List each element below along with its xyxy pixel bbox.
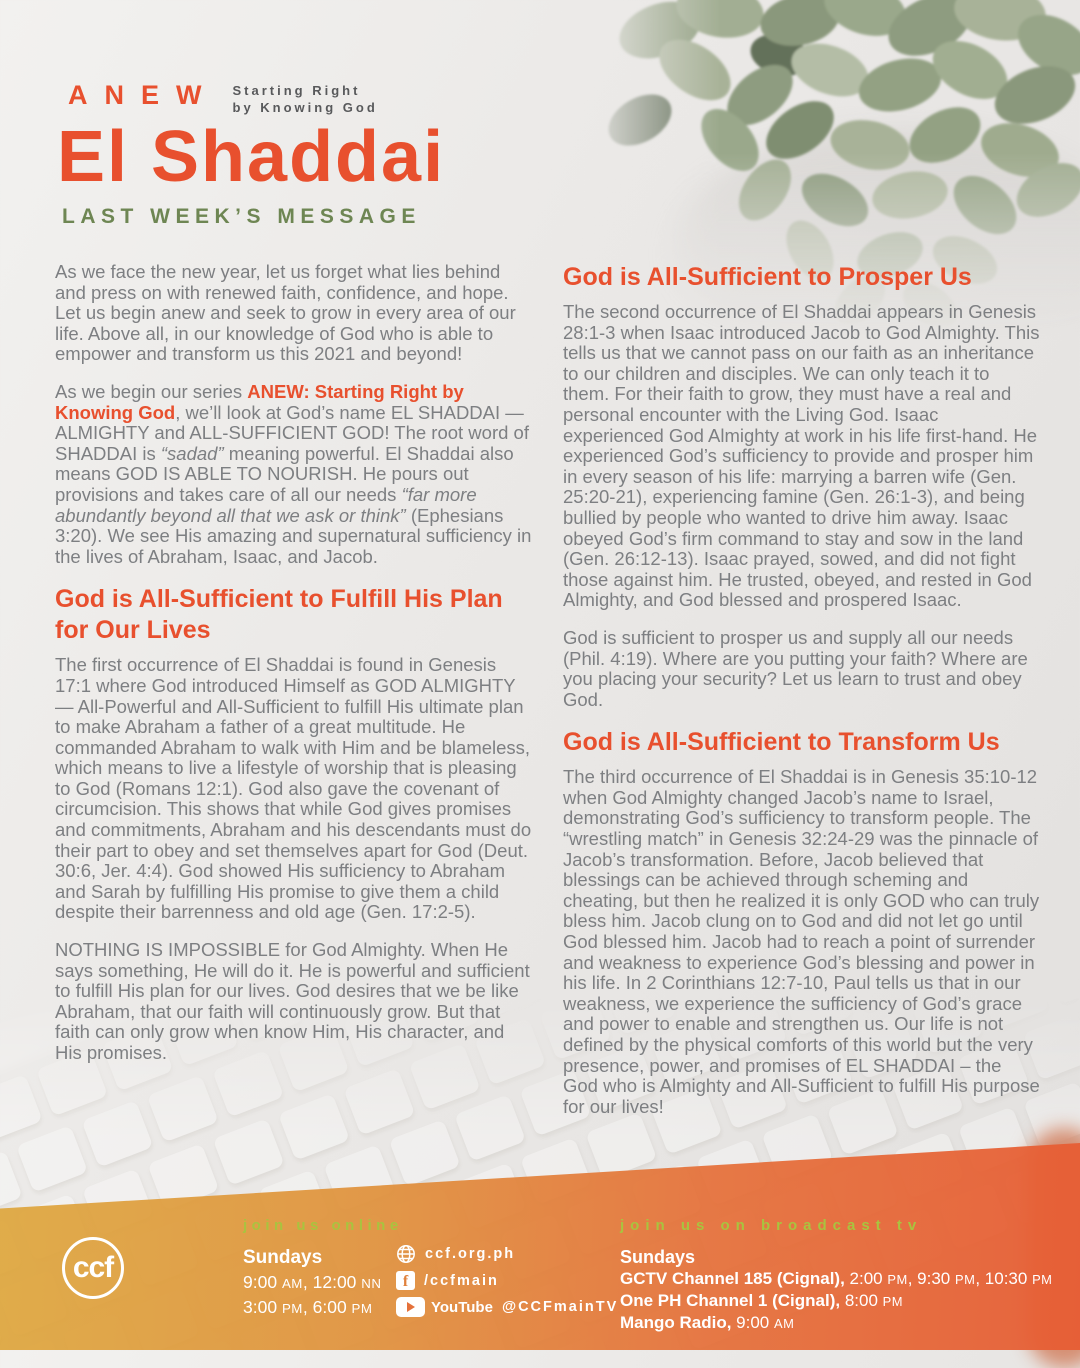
website-label: ccf.org.ph (425, 1246, 516, 1262)
section-heading-prosper: God is All-Sufficient to Prosper Us (563, 263, 972, 291)
paragraph: God is sufficient to prosper us and supply all our needs (Phil. 4:19). Where are you putting your faith? Where are you placing your security? Let us learn to trust and obey God. (563, 626, 1028, 710)
paragraph: The first occurrence of El Shaddai is found in Genesis 17:1 where God introduced Himself as GOD ALMIGHTY — All-Powerful and All-Sufficient to fulfill His ultimate plan to make Abraham a father of a great multitude. He commanded Abraham to walk with Him and be blameless, which means to live a lifestyle of worship that is pleasing to God (Romans 12:1). God also gave the covenant of circumcision. This shows that while God gives promises and commitments, Abraham and his descendants must do their part to obey and set themselves apart for God (Deut. 30:6, Jer. 4:4). God showed His sufficiency to Abraham and Sarah by fulfilling His promise to give them a child despite their barrenness and old age (Gen. 17:2-5). (55, 654, 532, 923)
header (68, 80, 378, 116)
online-day: Sundays (243, 1247, 323, 1268)
channel-times: 9:00 AM (731, 1313, 795, 1332)
facebook-label: /ccfmain (424, 1272, 499, 1289)
social-links (396, 1244, 618, 1317)
page-subtitle: LAST WEEK’S MESSAGE (62, 205, 421, 228)
globe-icon (396, 1244, 416, 1264)
join-online-heading: join us online (243, 1217, 403, 1234)
facebook-link[interactable] (396, 1271, 618, 1290)
youtube-wordmark: YouTube (431, 1298, 493, 1316)
broadcast-row (620, 1312, 1052, 1334)
series-tagline (233, 80, 378, 116)
broadcast-section (620, 1217, 1052, 1334)
series-brand: ANEW (68, 80, 219, 110)
left-column (55, 262, 532, 1134)
tagline-line-1: Starting Right (232, 83, 361, 98)
broadcast-row (620, 1290, 1052, 1312)
channel-times: 8:00 PM (840, 1291, 903, 1310)
article (55, 262, 1040, 1134)
channel-name: Mango Radio, (620, 1313, 732, 1332)
website-link[interactable] (396, 1244, 618, 1264)
paragraph: As we face the new year, let us forget what lies behind and press on with renewed faith, confidence, and hope. Let us begin anew and seek to grow in every area of our life. Above all, in our knowledge of God who is able to empower and transform us this 2021 and beyond! (55, 261, 516, 365)
section-heading-transform: God is All-Sufficient to Transform Us (563, 728, 1000, 757)
footer (0, 1120, 1080, 1350)
paragraph: The third occurrence of El Shaddai is in Genesis 35:10-12 when God Almighty changed Jacob’s name to Israel, demonstrating God’s sufficiency to transform people. The “wrestling match” in Genesis 32:24-29 was the pinnacle of Jacob’s transformation. Before, Jacob believed that blessings can be achieved through scheming and cheating, but then he realized it is only GOD who can truly bless him. Jacob clung on to God and did not let go until God blessed him. Jacob had to reach a point of surrender and weakness to experience God’s blessing and power in his life. In 2 Corinthians 12:7-10, Paul tells us that in our weakness, we experience the sufficiency of God’s grace and power to enable and strengthen us. Our life is not defined by the physical comforts of this world but the very presence, power, and promises of EL SHADDAI – the God who is Almighty and All-Sufficient to fulfill His purpose for our lives! (563, 766, 1040, 1117)
right-column (563, 262, 1040, 1134)
broadcast-day: Sundays (620, 1247, 696, 1267)
section-heading-fulfill: God is All-Sufficient to Fulfill His Plan for Our Lives (55, 585, 503, 645)
paragraph: NOTHING IS IMPOSSIBLE for God Almighty. When He says something, He will do it. He is powerful and sufficient to fulfill His plan for our lives. God desires that we be like Abraham, that our faith will continuously grow. But that faith can only grow when know Him, His character, and His promises. (55, 939, 530, 1063)
youtube-link[interactable] (396, 1297, 618, 1317)
youtube-icon (396, 1297, 425, 1317)
online-times-2: 3:00 PM, 6:00 PM (243, 1297, 373, 1317)
page-title: El Shaddai (57, 117, 446, 197)
paragraph: The second occurrence of El Shaddai appears in Genesis 28:1-3 when Isaac introduced Jacob to God Almighty. This tells us that we cannot pass on our faith as an inheritance to our children and disciples. We can only teach it to them. For their faith to grow, they must have a real and personal encounter with the Living God. Isaac experienced God Almighty at work in his life first-hand. He experienced God’s sufficiency to provide and prosper him in every season of his life: marrying a barren wife (Gen. 25:20-21), experiencing famine (Gen. 26:1-3), and being bullied by people who wanted to drive him away. Isaac obeyed God’s firm command to stay and sow in the land (Gen. 26:12-13). Isaac prayed, sowed, and did not fight those against him. He trusted, obeyed, and rested in God Almighty, and God blessed and prospered Isaac. (563, 301, 1040, 611)
online-times-1: 9:00 AM, 12:00 NN (243, 1272, 382, 1292)
youtube-label: @CCFmainTV (501, 1299, 619, 1315)
channel-name: GCTV Channel 185 (Cignal), (620, 1269, 845, 1288)
channel-name: One PH Channel 1 (Cignal), (620, 1291, 841, 1310)
paragraph: As we begin our series ANEW: Starting Right by Knowing God, we’ll look at God’s name EL SHADDAI — ALMIGHTY and ALL-SUFFICIENT GOD! The root word of SHADDAI is “sadad” meaning powerful. El Shaddai also means GOD IS ABLE TO NOURISH. He pours out provisions and takes care of all our needs “far more abundantly beyond all that we ask or think” (Ephesians 3:20). We see His amazing and supernatural sufficiency in the lives of Abraham, Isaac, and Jacob. (55, 380, 532, 567)
broadcast-heading: join us on broadcast tv (620, 1217, 923, 1234)
ccf-logo: ccf (62, 1237, 124, 1299)
join-online-section (243, 1217, 403, 1319)
facebook-icon: f (396, 1271, 415, 1290)
broadcast-row (620, 1268, 1052, 1290)
channel-times: 2:00 PM, 9:30 PM, 10:30 PM (844, 1269, 1053, 1288)
tagline-line-2: by Knowing God (232, 100, 378, 115)
